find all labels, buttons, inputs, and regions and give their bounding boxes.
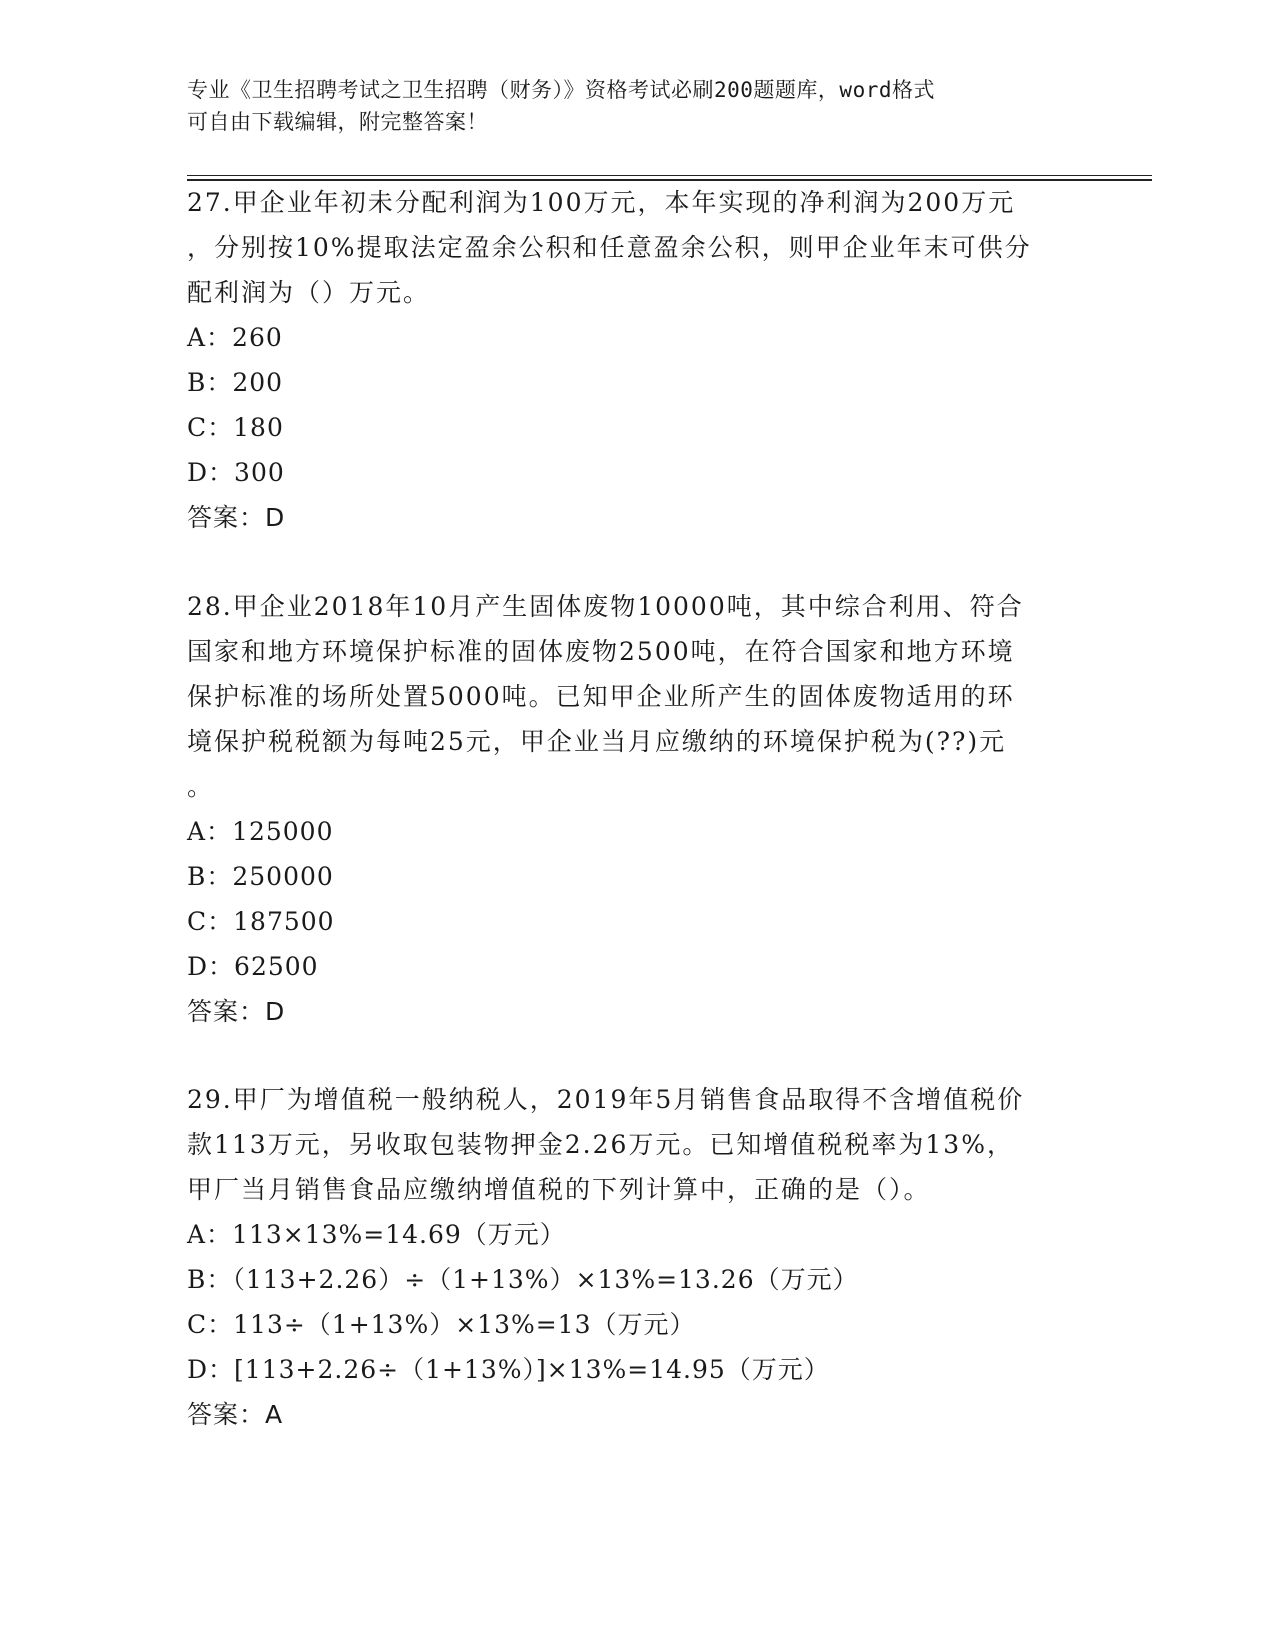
question-stem bbox=[187, 180, 1087, 315]
option-d: D：[113+2.26÷（1+13%）]×13%=14.95（万元） bbox=[187, 1355, 830, 1384]
option-a: A：260 bbox=[187, 323, 283, 352]
option-b: B：250000 bbox=[187, 862, 334, 891]
stem-line: 款113万元，另收取包装物押金2.26万元。已知增值税税率为13%， bbox=[187, 1130, 1014, 1159]
question-27 bbox=[187, 180, 1087, 540]
option-d: D：300 bbox=[187, 458, 285, 487]
answer-line: 答案：D bbox=[187, 997, 286, 1026]
stem-line: 保护标准的场所处置5000吨。已知甲企业所产生的固体废物适用的环 bbox=[187, 682, 1015, 711]
option-c: C：187500 bbox=[187, 907, 335, 936]
question-29 bbox=[187, 1077, 1087, 1437]
option-c: C：113÷（1+13%）×13%=13（万元） bbox=[187, 1310, 696, 1339]
answer-line: 答案：D bbox=[187, 503, 286, 532]
option-c: C：180 bbox=[187, 413, 284, 442]
stem-line: 27.甲企业年初未分配利润为100万元，本年实现的净利润为200万元 bbox=[187, 188, 1016, 217]
header-line-1: 专业《卫生招聘考试之卫生招聘（财务）》资格考试必刷200题题库，word格式 bbox=[187, 78, 935, 102]
stem-line: 国家和地方环境保护标准的固体废物2500吨，在符合国家和地方环境 bbox=[187, 637, 1015, 666]
stem-line: 配利润为（）万元。 bbox=[187, 278, 431, 307]
document-header bbox=[187, 74, 1067, 138]
stem-line: 甲厂当月销售食品应缴纳增值税的下列计算中，正确的是（）。 bbox=[187, 1175, 931, 1204]
stem-line: 境保护税税额为每吨25元，甲企业当月应缴纳的环境保护税为(??)元 bbox=[187, 727, 1007, 756]
option-a: A：125000 bbox=[187, 817, 334, 846]
option-b: B：200 bbox=[187, 368, 284, 397]
question-28 bbox=[187, 584, 1087, 1034]
stem-line: 。 bbox=[187, 772, 215, 801]
stem-line: 29.甲厂为增值税一般纳税人，2019年5月销售食品取得不含增值税价 bbox=[187, 1085, 1025, 1114]
question-stem bbox=[187, 1077, 1087, 1212]
option-d: D：62500 bbox=[187, 952, 319, 981]
stem-line: 28.甲企业2018年10月产生固体废物10000吨，其中综合利用、符合 bbox=[187, 592, 1024, 621]
stem-line: ，分别按10%提取法定盈余公积和任意盈余公积，则甲企业年末可供分 bbox=[187, 233, 1032, 262]
header-line-2: 可自由下载编辑，附完整答案！ bbox=[187, 110, 488, 134]
header-divider-thin bbox=[187, 175, 1152, 176]
question-stem bbox=[187, 584, 1087, 809]
option-b: B：（113+2.26）÷（1+13%）×13%=13.26（万元） bbox=[187, 1265, 859, 1294]
option-a: A：113×13%=14.69（万元） bbox=[187, 1220, 566, 1249]
answer-line: 答案：A bbox=[187, 1400, 284, 1429]
